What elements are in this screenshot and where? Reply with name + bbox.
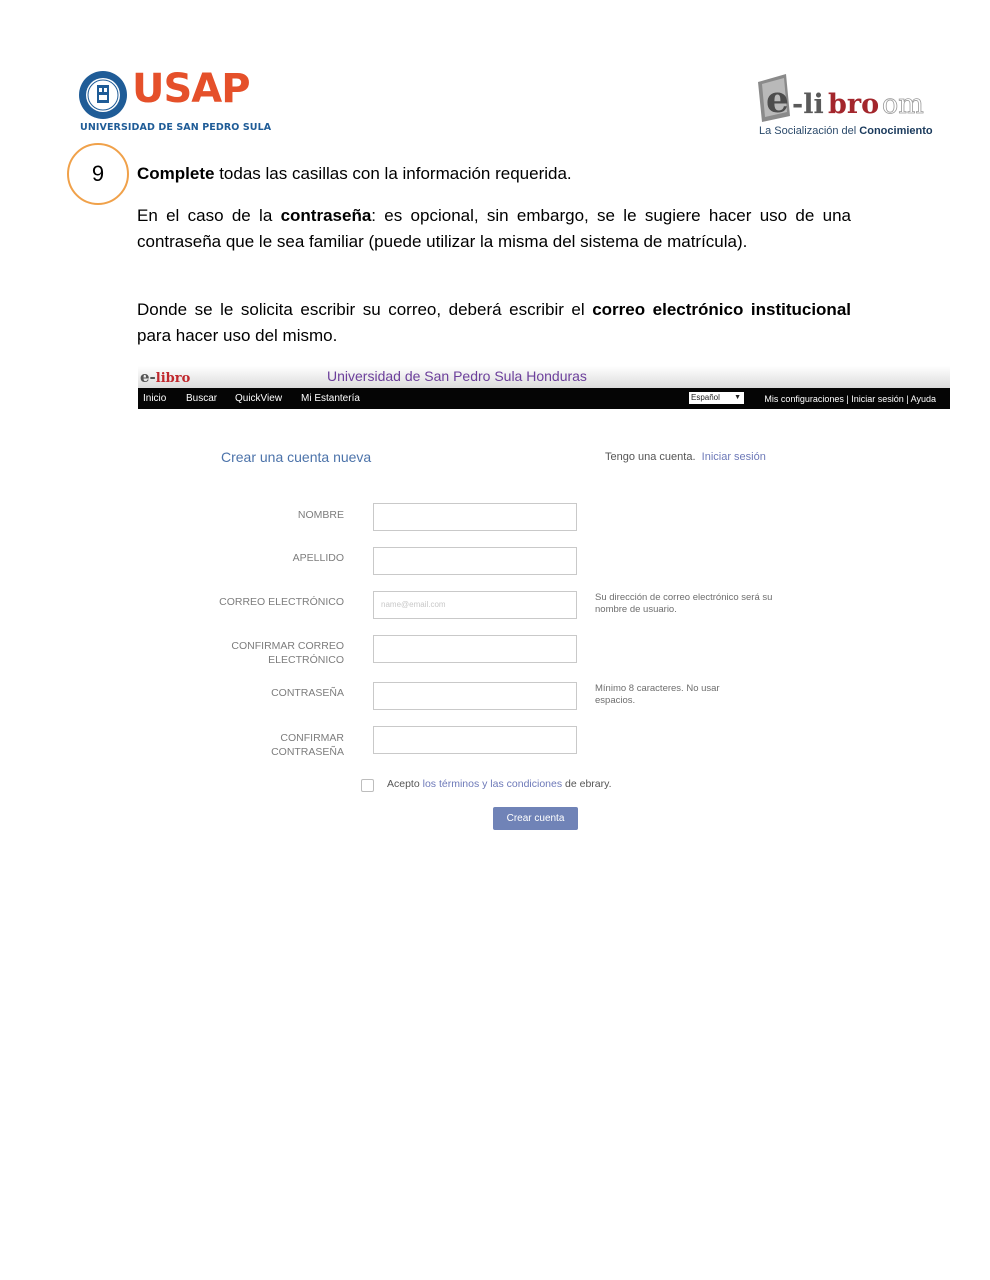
apellido-field[interactable] bbox=[373, 547, 577, 575]
chevron-down-icon: ▼ bbox=[734, 394, 741, 401]
confirm-password-label: CONFIRMAR CONTRASEÑA bbox=[271, 732, 344, 758]
svg-text:bro: bro bbox=[828, 89, 880, 120]
usap-wordmark: USAP bbox=[132, 66, 250, 112]
screenshot-brand: e-libro bbox=[140, 368, 191, 386]
terms-checkbox[interactable] bbox=[361, 779, 374, 792]
elibro-book-icon bbox=[756, 72, 938, 124]
confirm-password-field[interactable] bbox=[373, 726, 577, 754]
nombre-field[interactable] bbox=[373, 503, 577, 531]
svg-text:-li: -li bbox=[792, 89, 824, 120]
usap-subtitle: UNIVERSIDAD DE SAN PEDRO SULA bbox=[80, 122, 272, 133]
create-account-button[interactable]: Crear cuenta bbox=[493, 807, 578, 830]
confirm-email-label: CONFIRMAR CORREO ELECTRÓNICO bbox=[231, 640, 344, 666]
usap-seal-icon bbox=[78, 70, 128, 120]
terms-link[interactable]: los términos y las condiciones bbox=[422, 778, 563, 790]
elibro-logo bbox=[756, 72, 938, 142]
email-label: CORREO ELECTRÓNICO bbox=[219, 596, 344, 608]
registration-screenshot bbox=[138, 366, 950, 846]
nombre-label: NOMBRE bbox=[297, 509, 344, 521]
usap-logo bbox=[78, 66, 272, 134]
confirm-email-field[interactable] bbox=[373, 635, 577, 663]
nav-account-links[interactable]: Mis configuraciones | Iniciar sesión | Ayuda bbox=[764, 394, 936, 404]
elibro-slogan: La Socialización del Conocimiento bbox=[759, 125, 933, 137]
instruction-paragraph-3: Donde se le solicita escribir su correo, deberá escribir el correo electrónico institucional para hacer uso del mismo. bbox=[137, 300, 851, 345]
language-select[interactable]: Español ▼ bbox=[689, 392, 744, 404]
password-field[interactable] bbox=[373, 682, 577, 710]
screenshot-top-bar bbox=[138, 366, 950, 388]
password-help-text: Mínimo 8 caracteres. No usar espacios. bbox=[595, 683, 720, 706]
terms-text: Acepto los términos y las condiciones de ebrary. bbox=[387, 778, 612, 790]
apellido-label: APELLIDO bbox=[292, 552, 344, 564]
email-field[interactable]: name@email.com bbox=[373, 591, 577, 619]
step-number: 9 bbox=[67, 143, 129, 205]
instruction-paragraph-2: En el caso de la contraseña: es opcional, sin embargo, se le sugiere hacer uso de una contraseña que le sea familiar (puede utilizar la misma del sistema de matrícula). bbox=[137, 206, 851, 251]
email-help-text: Su dirección de correo electrónico será su nombre de usuario. bbox=[595, 592, 773, 615]
nav-buscar[interactable]: Buscar bbox=[186, 393, 218, 404]
screenshot-university-title: Universidad de San Pedro Sula Honduras bbox=[327, 368, 587, 384]
instruction-paragraph-1: Complete todas las casillas con la información requerida. bbox=[137, 164, 572, 183]
screenshot-nav-bar bbox=[138, 388, 950, 409]
nav-quickview[interactable]: QuickView bbox=[235, 393, 283, 404]
svg-text:e: e bbox=[766, 79, 789, 121]
have-account-text: Tengo una cuenta. Iniciar sesión bbox=[605, 451, 766, 463]
nav-mi-estanteria[interactable]: Mi Estantería bbox=[301, 393, 360, 404]
nav-inicio[interactable]: Inicio bbox=[143, 393, 167, 404]
login-link[interactable]: Iniciar sesión bbox=[701, 451, 766, 463]
password-label: CONTRASEÑA bbox=[271, 687, 344, 699]
form-title: Crear una cuenta nueva bbox=[221, 449, 372, 465]
svg-text:om: om bbox=[882, 89, 924, 120]
